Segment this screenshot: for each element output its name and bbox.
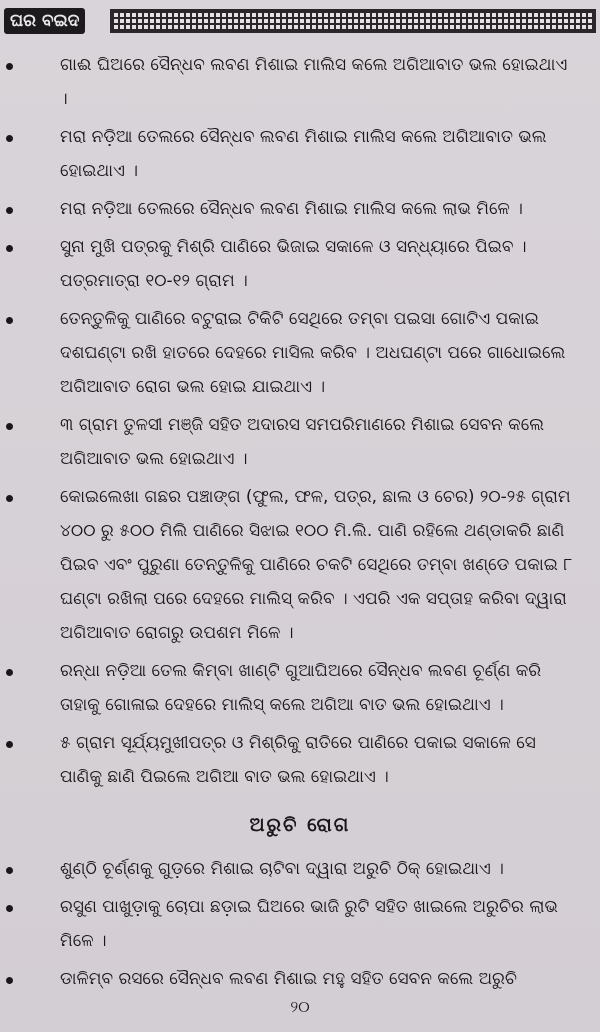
bullet-icon — [6, 207, 13, 214]
list-item — [0, 120, 600, 188]
list-item-text: ମରା ନଡ଼ିଆ ତେଲରେ ସୈନ୍ଧବ ଲବଣ ମିଶାଇ ମାଲିସ କଲେ ଲାଭ ମିଳେ । — [60, 199, 523, 219]
list-item-text: ଡାଳିମ୍ବ ରସରେ ସୈନ୍ଧବ ଲବଣ ମିଶାଇ ମହୁ ସହିତ ସେବନ କଲେ ଅରୁଚି — [60, 969, 518, 989]
list-item — [0, 852, 600, 886]
list-item — [0, 408, 600, 476]
list-item-text: ମରା ନଡ଼ିଆ ତେଲରେ ସୈନ୍ଧବ ଲବଣ ମିଶାଇ ମାଲିସ କଲେ ଅଗିଆବାତ ଭଲ ହୋଇଥାଏ । — [60, 127, 547, 181]
bullet-icon — [6, 63, 13, 70]
list-item — [0, 302, 600, 404]
list-item-text: ୫ ଗ୍ରାମ ସୂର୍ଯ୍ୟମୁଖୀପତ୍ର ଓ ମିଶ୍ରିକୁ ରାତିରେ ପାଣିରେ ପକାଇ ସକାଳେ ସେ ପାଣିକୁ ଛାଣି ପିଇଲେ ଅଗିଆ ବାତ ଭଲ ହୋଇଥାଏ । — [60, 733, 536, 787]
list-item-text: ଗାଈ ଘିଅରେ ସୈନ୍ଧବ ଲବଣ ମିଶାଇ ମାଲିସ କଲେ ଅଗିଆବାତ ଭଲ ହୋଇଥାଏ । — [60, 55, 568, 109]
list-item — [0, 962, 600, 996]
chapter-label: ଘର ବଇଦ — [4, 8, 85, 34]
list-item — [0, 654, 600, 722]
list-item-text: ୩ ଗ୍ରାମ ତୁଳସୀ ମଞ୍ଜି ସହିତ ଅଦାରସ ସମପରିମାଣରେ ମିଶାଇ ସେବନ କଲେ ଅଗିଆବାତ ଭଲ ହୋଇଥାଏ । — [60, 415, 545, 469]
content-area — [0, 48, 600, 1000]
bullet-icon — [6, 977, 13, 984]
list-item-text: ରସୁଣ ପାଖୁଡ଼ାକୁ ଚୋପା ଛଡ଼ାଇ ଘିଅରେ ଭାଜି ରୁଟି ସହିତ ଖାଇଲେ ଅରୁଚିର ଲାଭ ମିଳେ । — [60, 897, 558, 951]
list-item — [0, 726, 600, 794]
bullet-icon — [6, 669, 13, 676]
bullet-icon — [6, 495, 13, 502]
bullet-icon — [6, 741, 13, 748]
list-item-text: ଶୁଣ୍ଠି ଚୂର୍ଣ୍ଣକୁ ଗୁଡ଼ରେ ମିଶାଇ ଚାଟିବା ଦ୍ୱାରା ଅରୁଚି ଠିକ୍ ହୋଇଥାଏ । — [60, 859, 504, 879]
bullet-icon — [6, 317, 13, 324]
list-item — [0, 230, 600, 298]
bullet-icon — [6, 867, 13, 874]
list-item — [0, 890, 600, 958]
decorative-pattern — [110, 9, 596, 33]
section-title: ଅରୁଚି ରୋଗ — [249, 814, 351, 836]
bullet-icon — [6, 423, 13, 430]
page-header — [0, 6, 600, 36]
bullet-icon — [6, 905, 13, 912]
list-item — [0, 192, 600, 226]
list-item-text: କୋଇଲେଖା ଗଛର ପଞ୍ଚାଙ୍ଗ (ଫୁଲ, ଫଳ, ପତ୍ର, ଛାଲ ଓ ଚେର) ୨୦-୨୫ ଗ୍ରାମ ୪୦୦ ରୁ ୫୦୦ ମିଲି ପାଣିରେ ସିଝାଇ ୧୦୦ ମି.ଲି. ପାଣି ରହିଲେ ଥଣ୍ଡାକରି ଛାଣି ପିଇବ ଏବଂ ପୁରୁଣା ତେନ୍ତୁଳିକୁ ପାଣିରେ ଚକଟି ସେଥିରେ ତମ୍ବା ଖଣ୍ଡେ ପକାଇ ୮ ଘଣ୍ଟା ରଖିଲା ପରେ ଦେହରେ ମାଲିସ୍ କରିବ । ଏପରି ଏକ ସପ୍ତାହ କରିବା ଦ୍ୱାରା ଅଗିଆବାତ ରୋଗରୁ ଉପଶମ ମିଳେ । — [60, 487, 573, 643]
list-item-text: ସୁନା ମୁଖି ପତ୍ରକୁ ମିଶ୍ରି ପାଣିରେ ଭିଜାଇ ସକାଳେ ଓ ସନ୍ଧ୍ୟାରେ ପିଇବ । ପତ୍ରମାତ୍ରା ୧୦-୧୨ ଗ୍ରାମ । — [60, 237, 527, 291]
page-number: ୨୦ — [290, 997, 310, 1016]
list-item — [0, 48, 600, 116]
bullet-icon — [6, 135, 13, 142]
list-item-text: ରନ୍ଧା ନଡ଼ିଆ ତେଲ କିମ୍ବା ଖାଣ୍ଟି ଗୁଆଘିଅରେ ସୈନ୍ଧବ ଲବଣ ଚୂର୍ଣ୍ଣ କରି ତାହାକୁ ଗୋଳାଇ ଦେହରେ ମାଲିସ୍ କଲେ ଅଗିଆ ବାତ ଭଲ ହୋଇଥାଏ । — [60, 661, 542, 715]
bullet-icon — [6, 245, 13, 252]
list-item — [0, 480, 600, 650]
list-item-text: ତେନ୍ତୁଳିକୁ ପାଣିରେ ବଟୁରାଇ ଟିକିଟି ସେଥିରେ ତମ୍ବା ପଇସା ଗୋଟିଏ ପକାଇ ଦଶଘଣ୍ଟା ରଖି ହାତରେ ଦେହରେ ମାସିଲ କରିବ । ଅଧଘଣ୍ଟା ପରେ ଗାଧୋଇଲେ ଅଗିଆବାତ ରୋଗ ଭଲ ହୋଇ ଯାଇଥାଏ । — [60, 309, 566, 397]
